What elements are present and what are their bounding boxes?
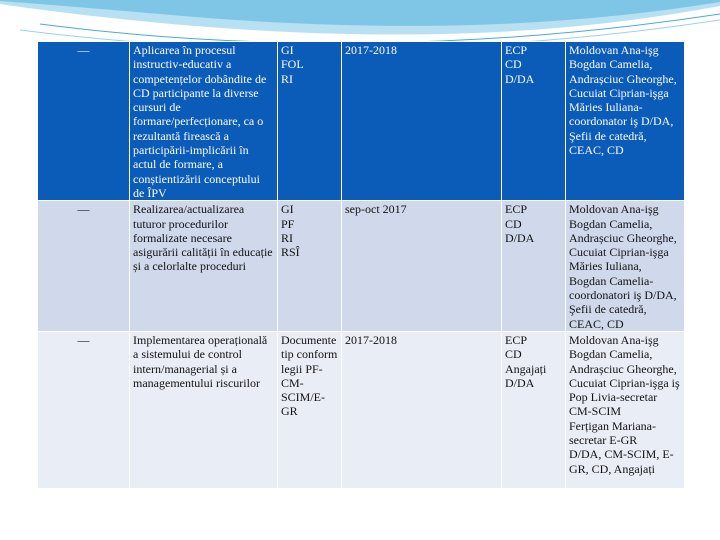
period-cell: 2017-2018 (342, 42, 502, 201)
activity-cell: Realizarea/actualizarea tuturor procedurilor formalizate necesare asigurării calității în educație și a celorlalte proceduri (130, 201, 278, 332)
period-cell: 2017-2018 (342, 331, 502, 488)
period-cell: sep-oct 2017 (342, 201, 502, 332)
responsible-cell: Moldovan Ana-işg Bogdan Camelia, Andrașciuc Gheorghe, Cucuiat Ciprian-işga iş Pop Livia-secretar CM-SCIM Ferțigan Mariana-secretar E-GR D/DA, CM-SCIM, E-GR, CD, Angajați (566, 331, 685, 488)
involved-cell: ECP CD D/DA (502, 201, 566, 332)
responsible-cell: Moldovan Ana-işg Bogdan Camelia, Andrașciuc Gheorghe, Cucuiat Ciprian-işga Măries Iuliana, Bogdan Camelia-coordonatori iş D/DA, Şefii de catedră, CEAC, CD (566, 201, 685, 332)
involved-cell: ECP CD Angajați D/DA (502, 331, 566, 488)
activity-cell: Aplicarea în procesul instructiv-educativ a competențelor dobândite de CD participante la diverse cursuri de formare/perfecționare, ca o rezultantă firească a participării-implicării în actul de formare, a conștientizării conceptului de ÎPV (130, 42, 278, 201)
indicators-cell: GI FOL RI (278, 42, 342, 201)
activity-table (37, 41, 685, 489)
table-row (38, 201, 685, 332)
responsible-cell: Moldovan Ana-işg Bogdan Camelia, Andrașciuc Gheorghe, Cucuiat Ciprian-işga Măries Iuliana-coordonator iş D/DA, Şefii de catedră, CEAC, CD (566, 42, 685, 201)
row-marker: — (38, 201, 130, 332)
table-row (38, 331, 685, 488)
row-marker: — (38, 331, 130, 488)
indicators-cell: Documente tip conform legii PF-CM-SCIM/E-GR (278, 331, 342, 488)
table-row (38, 42, 685, 201)
row-marker: — (38, 42, 130, 201)
activity-cell: Implementarea operațională a sistemului de control intern/managerial și a managementului riscurilor (130, 331, 278, 488)
involved-cell: ECP CD D/DA (502, 42, 566, 201)
indicators-cell: GI PF RI RSÎ (278, 201, 342, 332)
